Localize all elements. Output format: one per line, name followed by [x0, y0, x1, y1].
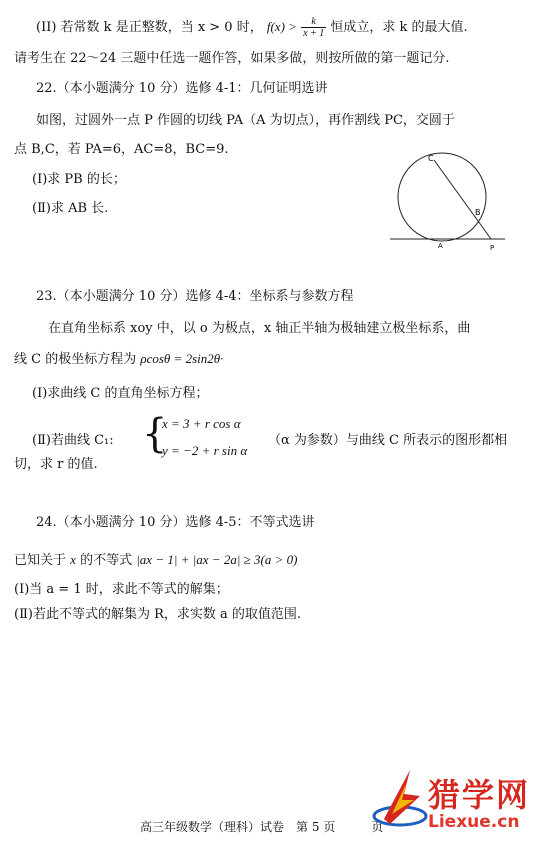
q24-body1-prefix: 已知关于: [14, 553, 67, 568]
q21-part2-prefix: (II) 若常数 k 是正整数，当 x > 0 时，: [36, 20, 263, 35]
q22-part2: (Ⅱ)求 AB 长.: [32, 201, 109, 216]
q21-part2-line: [36, 16, 468, 39]
q24-part1: (Ⅰ)当 a = 1 时，求此不等式的解集；: [14, 582, 229, 597]
label-a: A: [438, 242, 443, 250]
q21-fraction: [301, 16, 326, 39]
q22-part1: (Ⅰ)求 PB 的长；: [32, 172, 126, 187]
q21-frac-den: x + 1: [303, 28, 325, 39]
label-c: C: [428, 154, 434, 163]
figure-circle: [398, 153, 486, 241]
q23-body2: [14, 350, 223, 369]
q22-body1: 如图，过圆外一点 P 作圆的切线 PA（A 为切点），再作割线 PC，交圆于: [36, 113, 455, 128]
system-brace: {: [142, 411, 168, 457]
page-footer: 高三年级数学（理科）试卷 第 5 页 页: [140, 820, 384, 834]
q23-part1: (Ⅰ)求曲线 C 的直角坐标方程；: [32, 386, 209, 401]
watermark-url: Liexue.cn: [428, 812, 520, 832]
q21-part2-suffix: 恒成立，求 k 的最大值.: [330, 20, 468, 35]
q24-var-x: x: [70, 552, 76, 567]
q23-part2-prefix: (Ⅱ)若曲线 C₁:: [32, 433, 114, 448]
q22-geometry-figure: [390, 152, 520, 257]
secant-line: [434, 160, 491, 239]
q23-part2-suffix: （α 为参数）与曲线 C 所表示的图形都相: [268, 433, 508, 448]
q24-inequality: |ax − 1| + |ax − 2a| ≥ 3(a > 0): [136, 552, 298, 567]
q22-header: 22.（本小题满分 10 分）选修 4-1：几何证明选讲: [36, 81, 328, 96]
q24-header: 24.（本小题满分 10 分）选修 4-5：不等式选讲: [36, 515, 315, 530]
q23-body2-prefix: 线 C 的极坐标方程为: [14, 352, 137, 367]
q23-body1: 在直角坐标系 xoy 中，以 o 为极点，x 轴正半轴为极轴建立极坐标系，曲: [48, 321, 471, 336]
q23-part2-end: 切，求 r 的值.: [14, 457, 98, 472]
watermark-logo-text: 猎学网: [428, 776, 531, 814]
liexue-logo-icon: [370, 764, 430, 836]
q21-frac-num: k: [301, 16, 326, 28]
q22-body2: 点 B,C，若 PA=6，AC=8，BC=9.: [14, 142, 229, 157]
liexue-watermark: [370, 762, 554, 842]
q24-part2: (Ⅱ)若此不等式的解集为 R，求实数 a 的取值范围.: [14, 607, 302, 622]
instruction-text: 请考生在 22～24 三题中任选一题作答，如果多做，则按所做的第一题记分.: [14, 51, 450, 66]
q23-header: 23.（本小题满分 10 分）选修 4-4：坐标系与参数方程: [36, 289, 354, 304]
q23-eq2: y = −2 + r sin α: [162, 443, 248, 458]
label-p: P: [490, 244, 495, 252]
q24-body1-mid: 的不等式: [80, 553, 133, 568]
q24-body1: [14, 551, 297, 570]
q21-f-expr: f(x) >: [266, 19, 297, 34]
label-b: B: [475, 208, 481, 217]
q23-polar-equation: ρcosθ = 2sin2θ·: [140, 351, 224, 366]
q23-eq1: x = 3 + r cos α: [162, 416, 241, 431]
